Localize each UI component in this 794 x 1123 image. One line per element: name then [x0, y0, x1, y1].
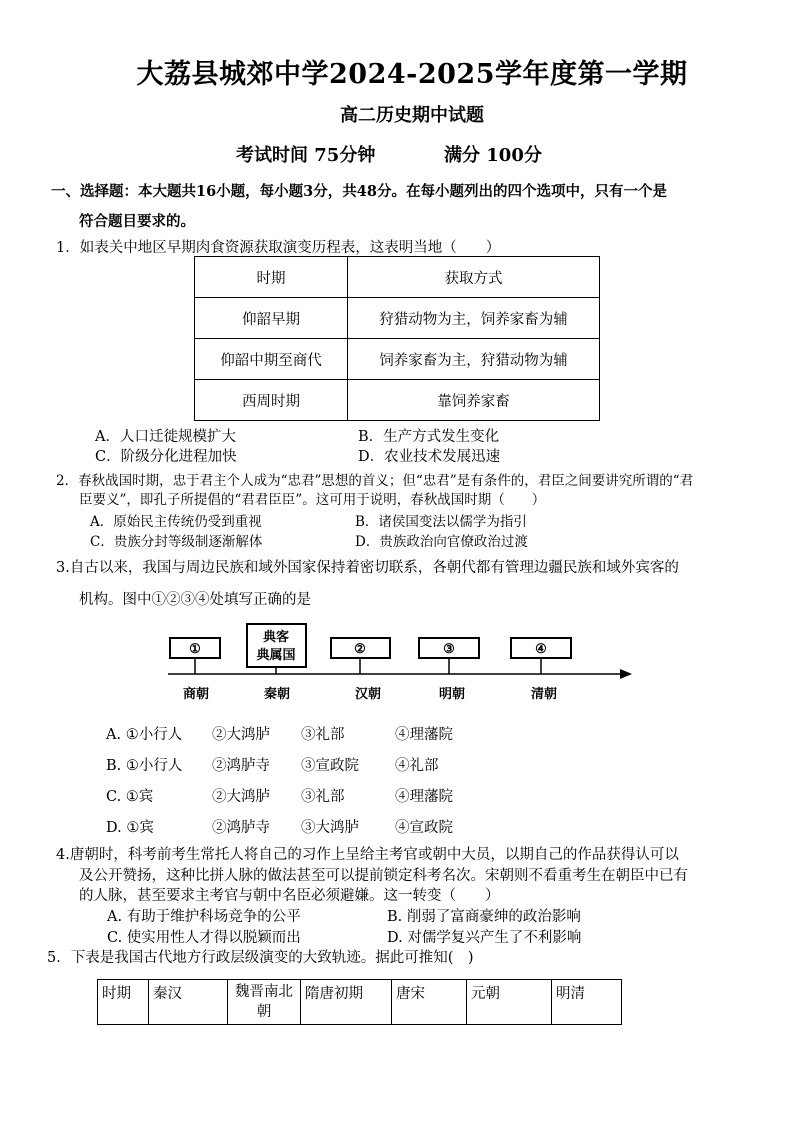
option-part: ④理藩院	[395, 727, 453, 743]
option-part: ④宣政院	[395, 820, 453, 836]
table-row	[195, 380, 600, 421]
q4-option-b[interactable]: B. 削弱了富商豪绅的政治影响	[387, 909, 581, 925]
option-part: B. ①小行人	[106, 758, 183, 774]
q1-option-a[interactable]: A．人口迁徙规模扩大	[95, 429, 236, 445]
q2-option-d[interactable]: D．贵族政治向官僚政治过渡	[355, 534, 528, 550]
option-part: ③礼部	[301, 727, 345, 743]
table-header-cell: 时期	[98, 980, 149, 1025]
table-row	[195, 257, 600, 298]
option-part: C. ①宾	[106, 789, 154, 805]
option-part: D. ①宾	[106, 820, 154, 836]
dynasty-label-qing: 清朝	[530, 687, 558, 702]
dynasty-label-han: 汉朝	[354, 687, 382, 702]
box-label-2: ②	[354, 642, 366, 657]
option-part: ②大鸿胪	[212, 789, 270, 805]
q5-stem: 5．下表是我国古代地方行政层级演变的大致轨迹。据此可推知( )	[47, 950, 474, 966]
q1-stem: 1．如表关中地区早期肉食资源获取演变历程表，这表明当地（ ）	[56, 240, 501, 256]
table-header-cell: 隋唐初期	[301, 980, 392, 1025]
option-part: ③礼部	[301, 789, 345, 805]
box-label-3: ③	[443, 642, 455, 657]
table-header-cell: 元朝	[467, 980, 552, 1025]
dynasty-label-ming: 明朝	[438, 687, 466, 702]
q4-option-c[interactable]: C. 使实用性人才得以脱颖而出	[107, 930, 301, 946]
section-intro-line1: 一、选择题：本大题共16小题，每小题3分，共48分。在每小题列出的四个选项中，只有一个是	[51, 183, 667, 200]
q4-stem-line3: 的人脉，甚至要求主考官与朝中名臣必须避嫌。这一转变（ ）	[79, 888, 500, 904]
q3-stem-line1: 3.自古以来，我国与周边民族和域外国家保持着密切联系，各朝代都有管理边疆民族和域外宾客的	[56, 560, 679, 576]
table-row	[98, 980, 622, 1025]
table-header-cell: 魏晋南北朝	[228, 980, 301, 1025]
option-part: ②鸿胪寺	[212, 758, 270, 774]
option-part: ③宣政院	[301, 758, 359, 774]
q2-option-c[interactable]: C．贵族分封等级制逐渐解体	[90, 534, 263, 550]
table-cell: 仰韶早期	[195, 298, 348, 339]
exam-subtitle: 高二历史期中试题	[340, 105, 484, 126]
table-row	[195, 339, 600, 380]
box-label-dianshuguo: 典属国	[256, 648, 296, 663]
q2-stem-line2: 臣要义”，即孔子所提倡的“君君臣臣”。这可用于说明，春秋战国时期（ ）	[79, 492, 546, 508]
full-score: 满分 100分	[444, 145, 542, 166]
table-header-cell: 时期	[195, 257, 348, 298]
option-part: ③大鸿胪	[301, 820, 359, 836]
table-header-cell: 秦汉	[149, 980, 228, 1025]
dynasty-label-qin: 秦朝	[263, 687, 291, 702]
q1-table	[194, 256, 600, 421]
option-part: A. ①小行人	[106, 727, 183, 743]
table-row	[195, 298, 600, 339]
q2-option-b[interactable]: B．诸侯国变法以儒学为指引	[355, 514, 527, 530]
box-label-dianke: 典客	[262, 630, 290, 645]
option-part: ④理藩院	[395, 789, 453, 805]
option-part: ②大鸿胪	[212, 727, 270, 743]
exam-title: 大荔县城郊中学2024-2025学年度第一学期	[136, 59, 688, 90]
dynasty-label-shang: 商朝	[182, 687, 210, 702]
q1-option-c[interactable]: C．阶级分化进程加快	[95, 449, 237, 465]
q3-stem-line2: 机构。图中①②③④处填写正确的是	[79, 592, 311, 608]
q4-option-a[interactable]: A. 有助于维护科场竞争的公平	[107, 909, 301, 925]
box-label-1: ①	[189, 642, 201, 657]
exam-time: 考试时间 75分钟	[236, 145, 376, 166]
box-label-4: ④	[535, 642, 547, 657]
q4-stem-line1: 4.唐朝时，科考前考生常托人将自己的习作上呈给主考官或朝中大员，以期自己的作品获得认可以	[56, 847, 679, 863]
table-header-cell: 唐宋	[392, 980, 467, 1025]
timeline-arrowhead	[620, 669, 632, 679]
table-header-cell: 明清	[552, 980, 622, 1025]
section-intro-line2: 符合题目要求的。	[79, 213, 195, 230]
q5-table	[97, 979, 622, 1025]
q3-timeline-diagram	[0, 615, 794, 725]
q1-option-d[interactable]: D．农业技术发展迅速	[358, 449, 501, 465]
table-header-cell: 获取方式	[348, 257, 600, 298]
q2-stem-line1: 2．春秋战国时期，忠于君主个人成为“忠君”思想的首义；但“忠君”是有条件的，君臣之间要讲究所谓的“君	[56, 473, 694, 489]
table-cell: 狩猎动物为主，饲养家畜为辅	[348, 298, 600, 339]
option-part: ④礼部	[395, 758, 439, 774]
table-cell: 饲养家畜为主，狩猎动物为辅	[348, 339, 600, 380]
table-cell: 西周时期	[195, 380, 348, 421]
table-cell: 靠饲养家畜	[348, 380, 600, 421]
q1-option-b[interactable]: B．生产方式发生变化	[358, 429, 500, 445]
option-part: ②鸿胪寺	[212, 820, 270, 836]
table-cell: 仰韶中期至商代	[195, 339, 348, 380]
q4-option-d[interactable]: D. 对儒学复兴产生了不利影响	[387, 930, 582, 946]
q4-stem-line2: 及公开赞扬，这种比拼人脉的做法甚至可以提前锁定科考名次。宋朝则不看重考生在朝臣中已有	[79, 868, 688, 884]
q2-option-a[interactable]: A．原始民主传统仍受到重视	[90, 514, 262, 530]
